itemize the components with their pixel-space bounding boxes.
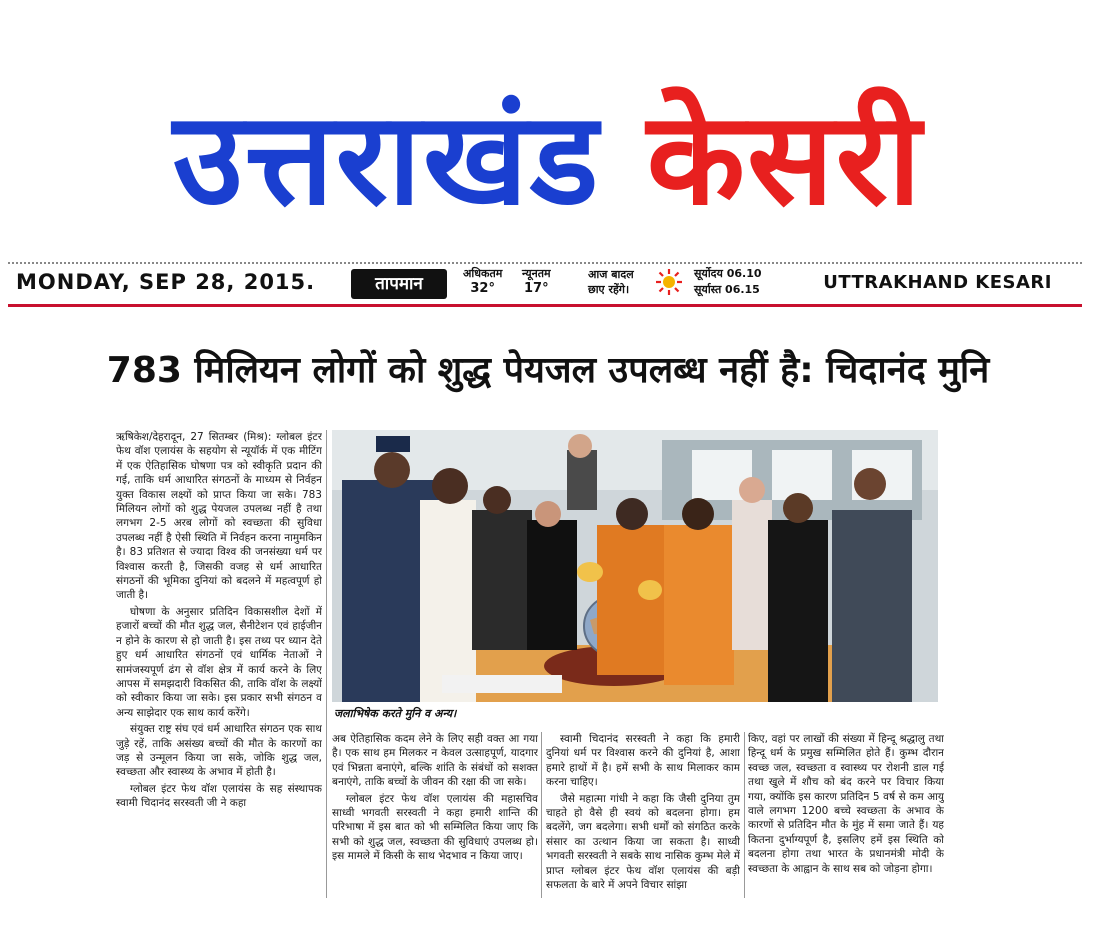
max-temp-value: 32° bbox=[470, 281, 495, 296]
temperature-label: तापमान bbox=[351, 269, 447, 299]
masthead bbox=[0, 0, 1096, 260]
min-temp-value: 17° bbox=[523, 281, 549, 296]
sunset-time: सूर्यास्त 06.15 bbox=[694, 283, 760, 296]
news-photo bbox=[332, 430, 938, 702]
column-divider bbox=[744, 732, 745, 898]
article-column-4 bbox=[748, 732, 944, 898]
photo-caption: जलाभिषेक करते मुनि व अन्य। bbox=[334, 707, 457, 720]
article-column-3 bbox=[546, 732, 740, 898]
col4-paragraph: किए, वहां पर लाखों की संख्या में हिन्दू श्रद्धालु तथा हिन्दू धर्म के प्रमुख सम्मिलित होते हैं। कुम्भ दौरान स्वच्छ जल, स्वच्छता व स्वास्थ्य पर रोशनी डाल गई तथा खुले में शौच को बंद करने पर विचार किया गया, क्योंकि इस कारण प्रतिदिन 5 वर्ष से कम आयु वाले लगभग 1200 बच्चे स्वच्छता के अभाव के कारणों से प्रतिदिन मौत के मुंह में समा जाते हैं। यह कितना दुर्भाग्यपूर्ण है, इसलिए हमें इस स्थिति को बदलना होगा तथा भारत के प्रधानमंत्री मोदी के स्वच्छता के आह्वान के साथ सब को जोड़ना होगा। bbox=[748, 733, 944, 875]
col1-paragraph: घोषणा के अनुसार प्रतिदिन विकासशील देशों में हजारों बच्चों की मौत शुद्ध जल, सैनीटेशन एवं हाईजीन न होने के कारण से हो जाती है। इस तथ्य पर ध्यान देते हुए धर्म आधारित संगठनों एवं धार्मिक नेताओं ने सामंजस्यपूर्ण ढंग से वॉश क्षेत्र में कार्य करने के लिए आपस में समझदारी विकसित की, ताकि वॉश के लक्ष्यों को स्वीकार किया जा सके। इस प्रकार सभी संगठन व अन्य साझेदार एक साथ कार्य करेंगे। bbox=[116, 605, 322, 719]
column-divider bbox=[541, 732, 542, 898]
col2-paragraph: अब ऐतिहासिक कदम लेने के लिए सही वक्त आ गया है। एक साथ हम मिलकर न केवल उत्साहपूर्ण, यादगार एवं भिन्नता बनाएंगे, बल्कि शांति के संबंधों को सशक्त बनाएंगे, ताकि बच्चों के जीवन की रक्षा की जा सके। bbox=[332, 733, 538, 789]
title-part-uttarakhand: उत्तराखंड bbox=[172, 85, 601, 234]
weather-line-2: छाए रहेंगे। bbox=[588, 283, 630, 296]
article-column-2 bbox=[332, 732, 538, 898]
sun-icon bbox=[655, 268, 683, 296]
col2-paragraph: ग्लोबल इंटर फेथ वॉश एलायंस की महासचिव साध्वी भगवती सरस्वती ने कहा हमारी शान्ति की परिभाषा में इस बात को भी सम्मिलित किया जाए कि सभी को शुद्ध जल, स्वच्छता की सुविधाएं उपलब्ध हो। इस मामले में किसी के साथ भेदभाव न किया जाए। bbox=[332, 792, 538, 863]
max-temp-label: अधिकतम bbox=[463, 267, 503, 280]
title-part-kesari: केसरी bbox=[646, 85, 924, 234]
brand-name-english: UTTRAKHAND KESARI bbox=[823, 272, 1052, 293]
dateline-bar bbox=[8, 262, 1082, 307]
col1-paragraph: ग्लोबल इंटर फेथ वॉश एलायंस के सह संस्थापक स्वामी चिदानंद सरस्वती जी ने कहा bbox=[116, 782, 322, 810]
min-temp-label: न्यूनतम bbox=[522, 267, 551, 280]
sun-times bbox=[694, 266, 762, 298]
newspaper-title bbox=[0, 70, 1096, 250]
col1-paragraph: संयुक्त राष्ट्र संघ एवं धर्म आधारित संगठन एक साथ जुड़े रहें, ताकि असंख्य बच्चों की मौत के कारणों का जड़ से उन्मूलन किया जा सके, जोकि शुद्ध जल, स्वच्छता और स्वास्थ्य के अभाव में होती है। bbox=[116, 723, 322, 779]
max-temp bbox=[463, 266, 502, 296]
col3-paragraph: स्वामी चिदानंद सरस्वती ने कहा कि हमारी दुनियां धर्म पर विश्वास करने की दुनियां है, आशा हमारे हाथों में है। हमें सभी के साथ मिलाकर काम करना चाहिए। bbox=[546, 733, 740, 789]
article-column-1 bbox=[116, 430, 322, 896]
article-headline: 783 मिलियन लोगों को शुद्ध पेयजल उपलब्ध नहीं है: चिदानंद मुनि bbox=[106, 350, 990, 391]
min-temp bbox=[522, 266, 551, 296]
issue-date: MONDAY, SEP 28, 2015. bbox=[16, 270, 316, 294]
col3-paragraph: जैसे महात्मा गांधी ने कहा कि जैसी दुनिया तुम चाहते हो वैसे ही स्वयं को बदलना होगा। हम बदलेंगे, जग बदलेगा। सभी धर्मों को संगठित करके संसार का उत्थान किया जा सकता है। साध्वी भगवती सरस्वती ने सबके साथ नासिक कुम्भ मेले में प्राप्त ग्लोबल इंटर फेथ वॉश एलायंस की बड़ी सफलता के बारे में अपने विचार सांझा bbox=[546, 792, 740, 892]
weather-forecast bbox=[588, 267, 634, 297]
column-divider bbox=[326, 430, 327, 898]
col1-paragraph: ऋषिकेश/देहरादून, 27 सितम्बर (मिश्र): ग्लोबल इंटर फेथ वॉश एलायंस के सहयोग से न्यूयॉर्क में एक मीटिंग में एक ऐतिहासिक घोषणा पत्र को स्वीकृति प्रदान की गई, ताकि धर्म आधारित संगठनों के माध्यम से निर्वहन युक्त विकास लक्ष्यों को प्राप्त किया जा सके। 783 मिलियन लोगों को शुद्ध पेयजल उपलब्ध नहीं है तथा लगभग 2-5 अरब लोगों को स्वच्छता की सुविधा उपलब्ध नहीं है ऐसी स्थिति में निर्वहन करना नामुमकिन है। 83 प्रतिशत से ज्यादा विश्व की जनसंख्या धर्म पर विश्वास करती है, जिसकी वजह से धर्म आधारित संगठनों की भूमिका दुनियां को बदलने में महत्वपूर्ण हो जाती है। bbox=[116, 431, 322, 602]
sunrise-time: सूर्योदय 06.10 bbox=[694, 267, 762, 280]
weather-line-1: आज बादल bbox=[588, 268, 634, 281]
